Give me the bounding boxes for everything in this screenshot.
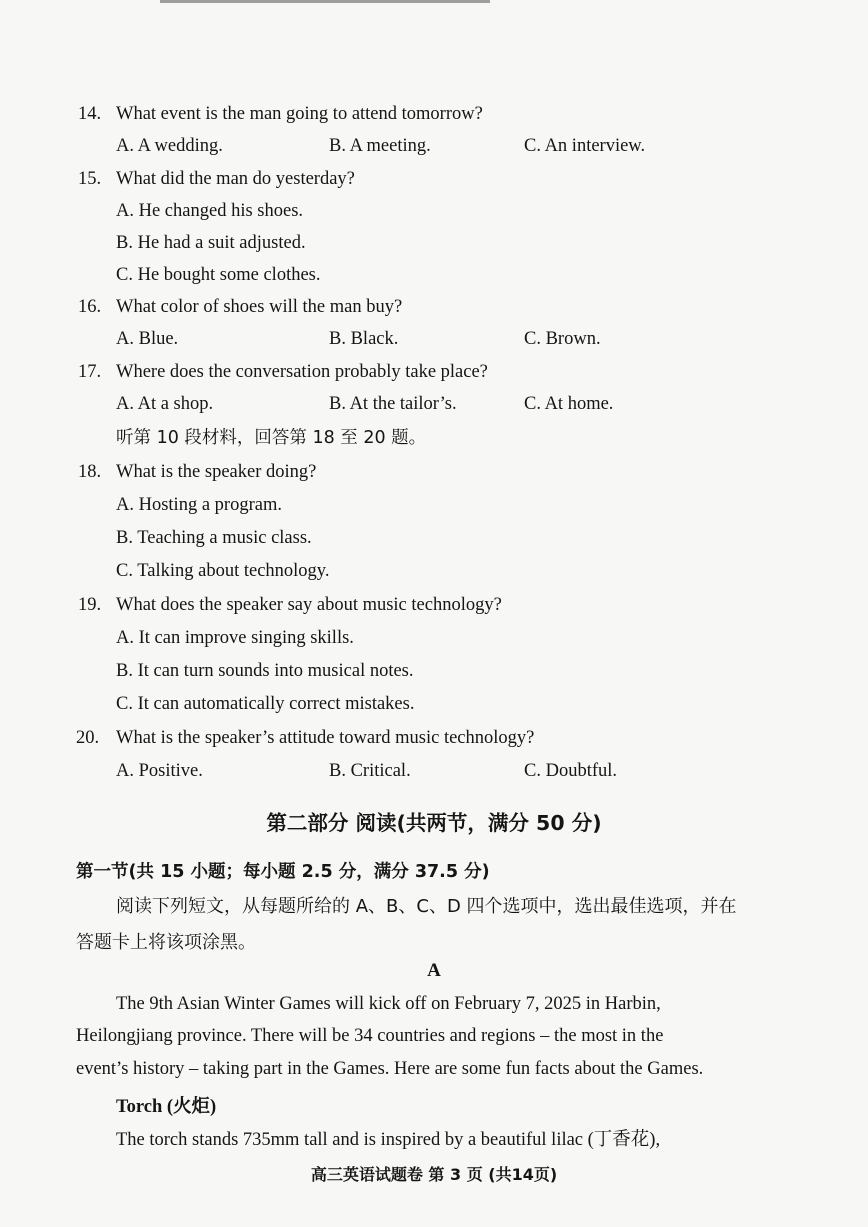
- question-20-stem: What is the speaker’s attitude toward music technology?: [116, 728, 535, 748]
- passage-letter: A: [427, 960, 441, 981]
- question-14-option-a: A. A wedding.: [116, 136, 223, 156]
- question-16-option-c: C. Brown.: [524, 329, 601, 349]
- question-15-stem: What did the man do yesterday?: [116, 169, 355, 189]
- section-one-title: 第一节(共 15 小题；每小题 2.5 分，满分 37.5 分): [76, 862, 490, 882]
- page-footer: 高三英语试题卷 第 3 页 (共14页): [310, 1165, 558, 1184]
- question-16-number: 16.: [78, 297, 102, 317]
- question-18-option-c: C. Talking about technology.: [116, 561, 330, 581]
- question-16-option-b: B. Black.: [329, 329, 399, 349]
- question-19-option-c: C. It can automatically correct mistakes.: [116, 694, 415, 714]
- question-20-option-b: B. Critical.: [329, 761, 411, 781]
- question-17-option-c: C. At home.: [524, 394, 614, 414]
- passage-line-2: Heilongjiang province. There will be 34 countries and regions – the most in the: [76, 1026, 664, 1046]
- question-19-stem: What does the speaker say about music technology?: [116, 595, 502, 615]
- section-one-instruction-line-2: 答题卡上将该项涂黑。: [76, 932, 256, 953]
- question-18-option-b: B. Teaching a music class.: [116, 528, 312, 548]
- listening-instruction-10: 听第 10 段材料，回答第 18 至 20 题。: [116, 428, 427, 448]
- torch-heading: Torch (火炬): [116, 1097, 217, 1117]
- question-18-option-a: A. Hosting a program.: [116, 495, 282, 515]
- question-17-stem: Where does the conversation probably take place?: [116, 362, 488, 382]
- question-16-option-a: A. Blue.: [116, 329, 179, 349]
- question-18-stem: What is the speaker doing?: [116, 462, 317, 482]
- section-one-instruction-line-1: 阅读下列短文，从每题所给的 A、B、C、D 四个选项中，选出最佳选项，并在: [116, 896, 737, 917]
- question-17-option-a: A. At a shop.: [116, 394, 214, 414]
- passage-line-1: The 9th Asian Winter Games will kick off on February 7, 2025 in Harbin,: [116, 994, 661, 1014]
- question-14-option-c: C. An interview.: [524, 136, 646, 156]
- question-14-option-b: B. A meeting.: [329, 136, 431, 156]
- question-20-option-a: A. Positive.: [116, 761, 203, 781]
- part-two-title: 第二部分 阅读(共两节，满分 50 分): [266, 811, 602, 835]
- passage-line-3: event’s history – taking part in the Games. Here are some fun facts about the Games.: [76, 1059, 704, 1079]
- question-17-option-b: B. At the tailor’s.: [329, 394, 457, 414]
- question-15-number: 15.: [78, 169, 102, 189]
- question-19-number: 19.: [78, 595, 102, 615]
- question-20-option-c: C. Doubtful.: [524, 761, 618, 781]
- question-15-option-a: A. He changed his shoes.: [116, 201, 304, 221]
- question-19-option-b: B. It can turn sounds into musical notes.: [116, 661, 414, 681]
- question-16-stem: What color of shoes will the man buy?: [116, 297, 403, 317]
- question-15-option-c: C. He bought some clothes.: [116, 265, 321, 285]
- question-20-number: 20.: [76, 728, 100, 748]
- question-18-number: 18.: [78, 462, 102, 482]
- question-15-option-b: B. He had a suit adjusted.: [116, 233, 306, 253]
- torch-line: The torch stands 735mm tall and is inspired by a beautiful lilac (丁香花),: [116, 1130, 661, 1150]
- question-17-number: 17.: [78, 362, 102, 382]
- question-19-option-a: A. It can improve singing skills.: [116, 628, 354, 648]
- question-14-number: 14.: [78, 104, 102, 124]
- top-scan-edge: [160, 0, 490, 3]
- question-14-stem: What event is the man going to attend tomorrow?: [116, 104, 483, 124]
